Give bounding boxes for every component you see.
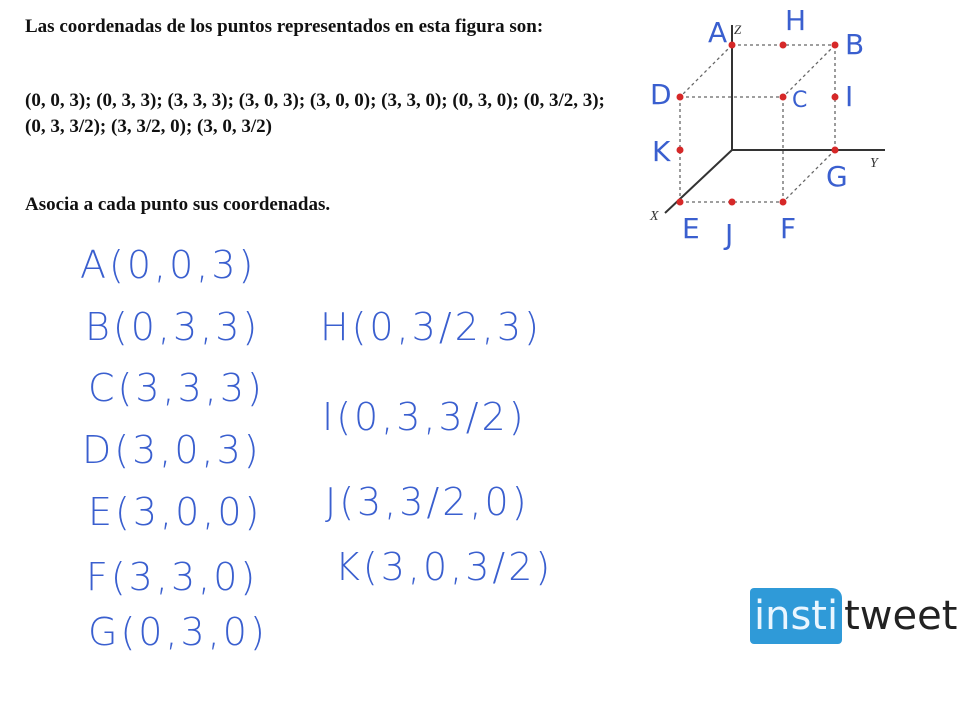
label-j: J bbox=[725, 218, 734, 251]
answer-f: F(3,3,0) bbox=[86, 555, 259, 599]
x-axis bbox=[665, 150, 732, 213]
answer-g: G(0,3,0) bbox=[88, 610, 268, 654]
point-i bbox=[832, 94, 839, 101]
point-a bbox=[729, 42, 736, 49]
point-e bbox=[677, 199, 684, 206]
label-f: F bbox=[780, 212, 797, 245]
answer-d: D(3,0,3) bbox=[82, 428, 262, 472]
cube-edges bbox=[680, 45, 835, 202]
answer-h: H(0,3/2,3) bbox=[320, 305, 542, 349]
point-j bbox=[729, 199, 736, 206]
label-i: I bbox=[845, 80, 854, 113]
label-b: B bbox=[845, 28, 865, 61]
answer-j: J(3,3/2,0) bbox=[325, 480, 530, 524]
answer-b: B(0,3,3) bbox=[85, 305, 261, 349]
point-c bbox=[780, 94, 787, 101]
label-c: C bbox=[792, 88, 808, 113]
label-g: G bbox=[826, 160, 848, 193]
point-h bbox=[780, 42, 787, 49]
answer-c: C(3,3,3) bbox=[88, 366, 265, 410]
institweet-logo bbox=[750, 590, 957, 642]
instruction: Asocia a cada punto sus coordenadas. bbox=[25, 194, 331, 215]
answer-i: I(0,3,3/2) bbox=[322, 395, 527, 439]
logo-part-tweet: tweet bbox=[844, 593, 958, 639]
coordinates-list: (0, 0, 3); (0, 3, 3); (3, 3, 3); (3, 0, 3); (3, 0, 0); (3, 3, 0); (0, 3, 0); (0, 3/2, 3); (0, 3, 3/2); (3, 3/2, 0); (3, 0, 3/2) bbox=[25, 90, 605, 137]
label-a: A bbox=[708, 16, 728, 49]
problem-statement: Las coordenadas de los puntos representados en esta figura son: bbox=[25, 16, 544, 37]
x-axis-label: X bbox=[650, 209, 659, 224]
point-b bbox=[832, 42, 839, 49]
point-f bbox=[780, 199, 787, 206]
logo-part-insti: insti bbox=[750, 588, 842, 644]
label-h: H bbox=[785, 4, 807, 37]
label-k: K bbox=[652, 135, 671, 168]
point-k bbox=[677, 147, 684, 154]
answer-k: K(3,0,3/2) bbox=[335, 545, 554, 589]
label-d: D bbox=[650, 78, 672, 111]
label-e: E bbox=[682, 212, 700, 245]
answer-a: A(0,0,3) bbox=[80, 243, 257, 287]
point-g bbox=[832, 147, 839, 154]
y-axis-label: Y bbox=[870, 156, 878, 171]
point-d bbox=[677, 94, 684, 101]
z-axis-label: Z bbox=[734, 22, 742, 37]
answer-e: E(3,0,0) bbox=[88, 490, 263, 534]
